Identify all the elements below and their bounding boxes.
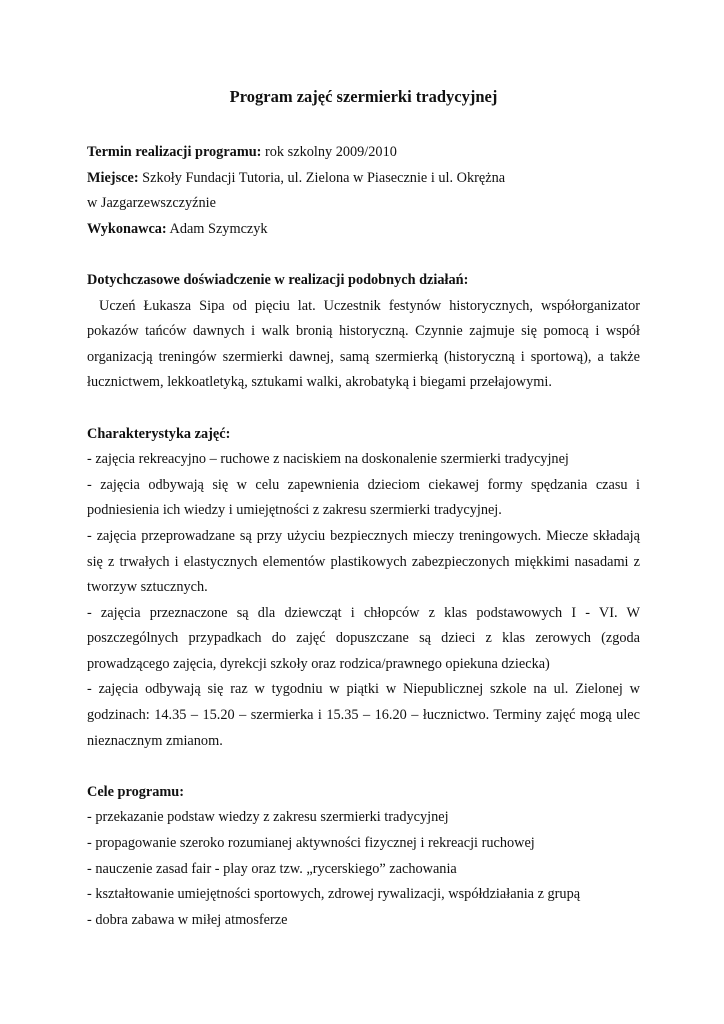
termin-value: rok szkolny 2009/2010 <box>261 144 397 160</box>
miejsce-label: Miejsce: <box>87 169 139 186</box>
list-item: - zajęcia odbywają się raz w tygodniu w piątki w Niepublicznej szkole na ul. Zielonej w godzinach: 14.35 – 15.20 – szermierka i 15.35 – 16.20 – łucznictwo. Terminy zajęć mogą ulec nieznacznym zmianom. <box>87 681 640 749</box>
list-item: - propagowanie szeroko rozumianej aktywności fizycznej i rekreacji ruchowej <box>87 835 535 852</box>
list-item: - zajęcia przeprowadzane są przy użyciu bezpiecznych mieczy treningowych. Miecze składają się z trwałych i elastycznych elementów plastikowych zabezpieczonych miękkimi nasadami z tworzyw sztucznych. <box>87 527 640 596</box>
list-item: - zajęcia przeznaczone są dla dziewcząt i chłopców z klas podstawowych I - VI. W poszczególnych przypadkach do zajęć dopuszczane są dzieci z klas zerowych (zgoda prowadzącego zajęcia, dyrekcji szkoły oraz rodzica/prawnego opiekuna dziecka) <box>87 604 640 672</box>
miejsce-line-2: w Jazgarzewszczyźnie <box>87 195 216 212</box>
list-item: - zajęcia odbywają się w celu zapewnienia dzieciom ciekawej formy spędzania czasu i podniesienia ich wiedzy i umiejętności z zakresu szermierki tradycyjnej. <box>87 476 640 519</box>
characteristics-heading: Charakterystyka zajęć: <box>87 425 231 442</box>
termin-line <box>87 140 640 166</box>
wykonawca-value: Adam Szymczyk <box>166 220 268 237</box>
list-item: - nauczenie zasad fair - play oraz tzw. „rycerskiego” zachowania <box>87 860 457 877</box>
document-title: Program zajęć szermierki tradycyjnej <box>229 87 498 106</box>
experience-heading: Dotychczasowe doświadczenie w realizacji podobnych działań: <box>87 271 469 288</box>
list-item: - kształtowanie umiejętności sportowych, zdrowej rywalizacji, współdziałania z grupą <box>87 886 581 903</box>
list-item: - przekazanie podstaw wiedzy z zakresu szermierki tradycyjnej <box>87 809 449 826</box>
goals-heading: Cele programu: <box>87 783 185 800</box>
miejsce-line <box>87 166 640 192</box>
wykonawca-line <box>87 217 640 243</box>
document-page <box>87 86 640 933</box>
wykonawca-label: Wykonawca: <box>87 220 167 237</box>
miejsce-value: Szkoły Fundacji Tutoria, ul. Zielona w Piasecznie i ul. Okrężna <box>138 169 506 186</box>
experience-paragraph: Uczeń Łukasza Sipa od pięciu lat. Uczestnik festynów historycznych, współorganizator pokazów tańców dawnych i walk bronią historyczną. Czynnie zajmuje się pomocą i współ organizacją treningów szermierki dawnej, samą szermierką (historyczną i sportową), a także łucznictwem, lekkoatletyką, sztukami walki, akrobatyką i biegami przełajowymi. <box>87 297 640 391</box>
termin-label: Termin realizacji programu: <box>87 144 262 160</box>
list-item: - zajęcia rekreacyjno – ruchowe z naciskiem na doskonalenie szermierki tradycyjnej <box>87 451 569 468</box>
list-item: - dobra zabawa w miłej atmosferze <box>87 911 288 928</box>
